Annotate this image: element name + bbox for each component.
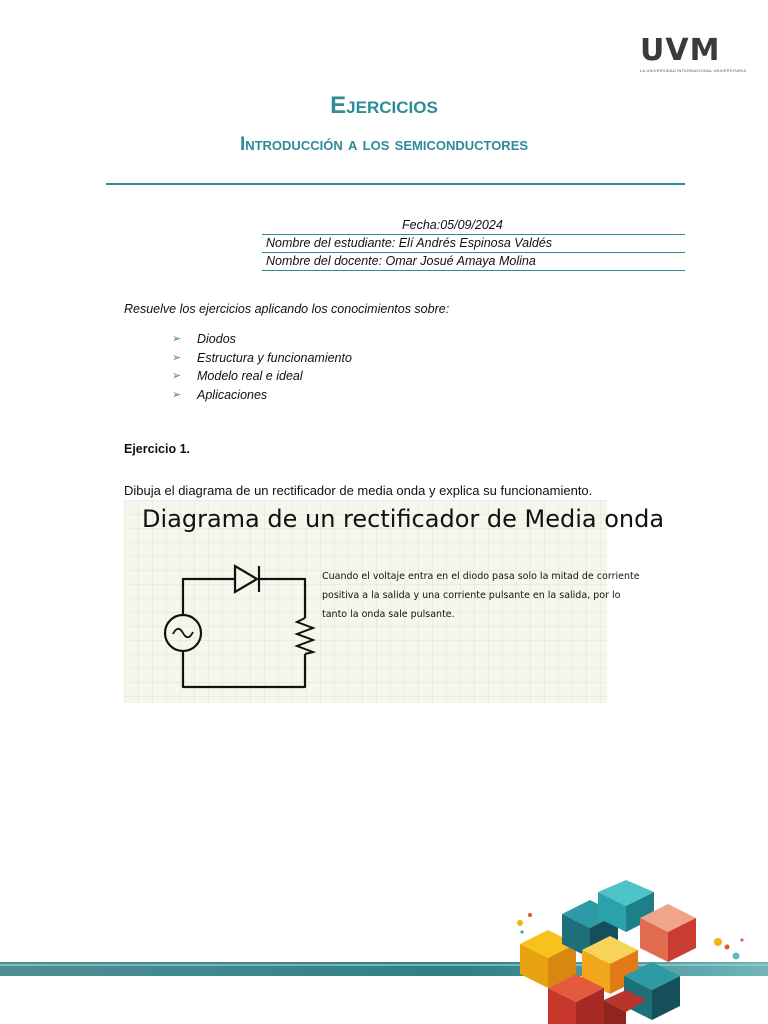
instructions-text: Resuelve los ejercicios aplicando los conocimientos sobre: [124, 302, 450, 316]
rectifier-diagram-figure [124, 500, 665, 703]
student-text: Nombre del estudiante: Elí Andrés Espinosa Valdés [266, 236, 553, 250]
teacher-line [262, 253, 685, 271]
note-line: tanto la onda sale pulsante. [322, 609, 455, 620]
list-item: ➢ Diodos [172, 330, 352, 349]
uvm-logo [640, 33, 747, 73]
note-line: Cuando el voltaje entra en el diodo pasa solo la mitad de corriente [322, 571, 640, 582]
arrow-bullet-icon: ➢ [172, 370, 182, 382]
arrow-bullet-icon: ➢ [172, 388, 182, 401]
list-item: ➢ Modelo real e ideal [172, 367, 352, 386]
arrow-bullet-icon: ➢ [172, 351, 182, 364]
date-line [262, 217, 685, 235]
list-item: ➢ Aplicaciones [172, 386, 352, 405]
title-divider [106, 183, 685, 185]
page-subtitle: Introducción a los semiconductores [239, 134, 529, 155]
exercise-title: Ejercicio 1. [124, 442, 191, 456]
topic-list [172, 330, 352, 404]
logo-tagline: LA UNIVERSIDAD INTERNACIONAL UNIVERSITARIA [640, 68, 747, 73]
note-line: positiva a la salida y una corriente pulsante en la salida, por lo [322, 590, 621, 601]
teacher-text: Nombre del docente: Omar Josué Amaya Molina [266, 254, 536, 268]
date-text: Fecha:05/09/2024 [402, 218, 503, 232]
page-title: Ejercicios [330, 92, 438, 119]
exercise-prompt: Dibuja el diagrama de un rectificador de media onda y explica su funcionamiento. [124, 483, 593, 498]
arrow-bullet-icon: ➢ [172, 333, 182, 345]
cubes-graphic [520, 880, 696, 1024]
figure-heading: Diagrama de un rectificador de Media onda [142, 505, 665, 533]
decorative-footer [0, 880, 768, 1024]
student-line [262, 235, 685, 253]
list-item: ➢ Estructura y funcionamiento [172, 349, 352, 368]
logo-text: UVM [640, 33, 721, 68]
